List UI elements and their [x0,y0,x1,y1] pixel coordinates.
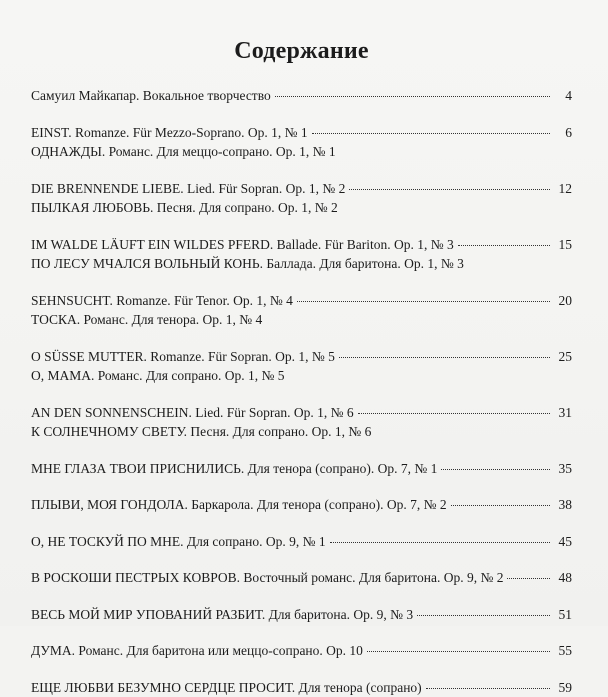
toc-page-number: 59 [556,678,572,697]
toc-entry-title: DIE BRENNENDE LIEBE. Lied. Für Sopran. Op. 1, № 2 [31,179,345,199]
toc-page-number: 45 [556,532,572,552]
toc-entry-title: О, НЕ ТОСКУЙ ПО МНЕ. Для сопрано. Op. 9, № 1 [31,532,326,552]
toc-row [31,605,572,625]
toc-entry-subtitle: ТОСКА. Романс. Для тенора. Op. 1, № 4 [31,310,572,330]
dot-leader [339,357,550,358]
toc-entry [31,179,572,218]
toc-row [31,403,572,423]
toc-row [31,291,572,311]
dot-leader [358,413,550,414]
toc-entry-title: O SÜSSE MUTTER. Romanze. Für Sopran. Op. 1, № 5 [31,347,335,367]
toc-entry [31,403,572,442]
dot-leader [507,578,550,579]
toc-entry-subtitle: К СОЛНЕЧНОМУ СВЕТУ. Песня. Для сопрано. Op. 1, № 6 [31,422,572,442]
dot-leader [367,651,550,652]
table-of-contents [31,86,572,697]
dot-leader [451,505,550,506]
toc-page-number: 15 [556,235,572,255]
toc-page-number: 51 [556,605,572,625]
toc-entry [31,86,572,106]
toc-page-number: 20 [556,291,572,311]
toc-page-number: 4 [556,86,572,106]
toc-entry-title: AN DEN SONNENSCHEIN. Lied. Für Sopran. Op. 1, № 6 [31,403,354,423]
toc-entry [31,459,572,479]
toc-row [31,179,572,199]
page-title: Содержание [31,38,572,65]
toc-entry [31,532,572,552]
toc-entry-title: МНЕ ГЛАЗА ТВОИ ПРИСНИЛИСЬ. Для тенора (сопрано). Op. 7, № 1 [31,459,437,479]
toc-page-number: 12 [556,179,572,199]
toc-page-number: 31 [556,403,572,423]
toc-page-number: 38 [556,495,572,515]
toc-entry [31,123,572,162]
toc-row [31,568,572,588]
toc-entry [31,568,572,588]
toc-row [31,532,572,552]
toc-entry-title: SEHNSUCHT. Romanze. Für Tenor. Op. 1, № 4 [31,291,293,311]
toc-entry [31,678,572,697]
dot-leader [297,301,550,302]
toc-row [31,678,572,697]
toc-page-number: 35 [556,459,572,479]
toc-entry [31,235,572,274]
toc-page-number: 48 [556,568,572,588]
toc-entry [31,495,572,515]
toc-page-number: 25 [556,347,572,367]
toc-page-number: 55 [556,641,572,661]
dot-leader [458,245,550,246]
toc-entry-title: EINST. Romanze. Für Mezzo-Soprano. Op. 1, № 1 [31,123,308,143]
toc-entry [31,641,572,661]
toc-row [31,347,572,367]
dot-leader [312,133,550,134]
toc-entry-title: ЕЩЕ ЛЮБВИ БЕЗУМНО СЕРДЦЕ ПРОСИТ. Для тенора (сопрано) [31,678,422,697]
toc-entry-title: ВЕСЬ МОЙ МИР УПОВАНИЙ РАЗБИТ. Для баритона. Op. 9, № 3 [31,605,413,625]
toc-row [31,641,572,661]
toc-row [31,495,572,515]
toc-entry-subtitle: ОДНАЖДЫ. Романс. Для меццо-сопрано. Op. 1, № 1 [31,142,572,162]
toc-entry [31,605,572,625]
toc-page-number: 6 [556,123,572,143]
toc-entry-subtitle: О, МАМА. Романс. Для сопрано. Op. 1, № 5 [31,366,572,386]
toc-entry [31,347,572,386]
toc-entry-title: Самуил Майкапар. Вокальное творчество [31,86,271,106]
dot-leader [349,189,550,190]
toc-entry [31,291,572,330]
toc-entry-subtitle: ПЫЛКАЯ ЛЮБОВЬ. Песня. Для сопрано. Op. 1, № 2 [31,198,572,218]
toc-entry-title: ДУМА. Романс. Для баритона или меццо-сопрано. Op. 10 [31,641,363,661]
dot-leader [417,615,550,616]
toc-entry-title: В РОСКОШИ ПЕСТРЫХ КОВРОВ. Восточный романс. Для баритона. Op. 9, № 2 [31,568,503,588]
dot-leader [330,542,550,543]
dot-leader [426,688,550,689]
dot-leader [275,96,550,97]
toc-entry-title: ПЛЫВИ, МОЯ ГОНДОЛА. Баркарола. Для тенора (сопрано). Op. 7, № 2 [31,495,447,515]
toc-entry-subtitle: ПО ЛЕСУ МЧАЛСЯ ВОЛЬНЫЙ КОНЬ. Баллада. Для баритона. Op. 1, № 3 [31,254,572,274]
toc-row [31,86,572,106]
toc-row [31,459,572,479]
toc-entry-title: IM WALDE LÄUFT EIN WILDES PFERD. Ballade. Für Bariton. Op. 1, № 3 [31,235,454,255]
dot-leader [441,469,550,470]
toc-row [31,235,572,255]
toc-row [31,123,572,143]
